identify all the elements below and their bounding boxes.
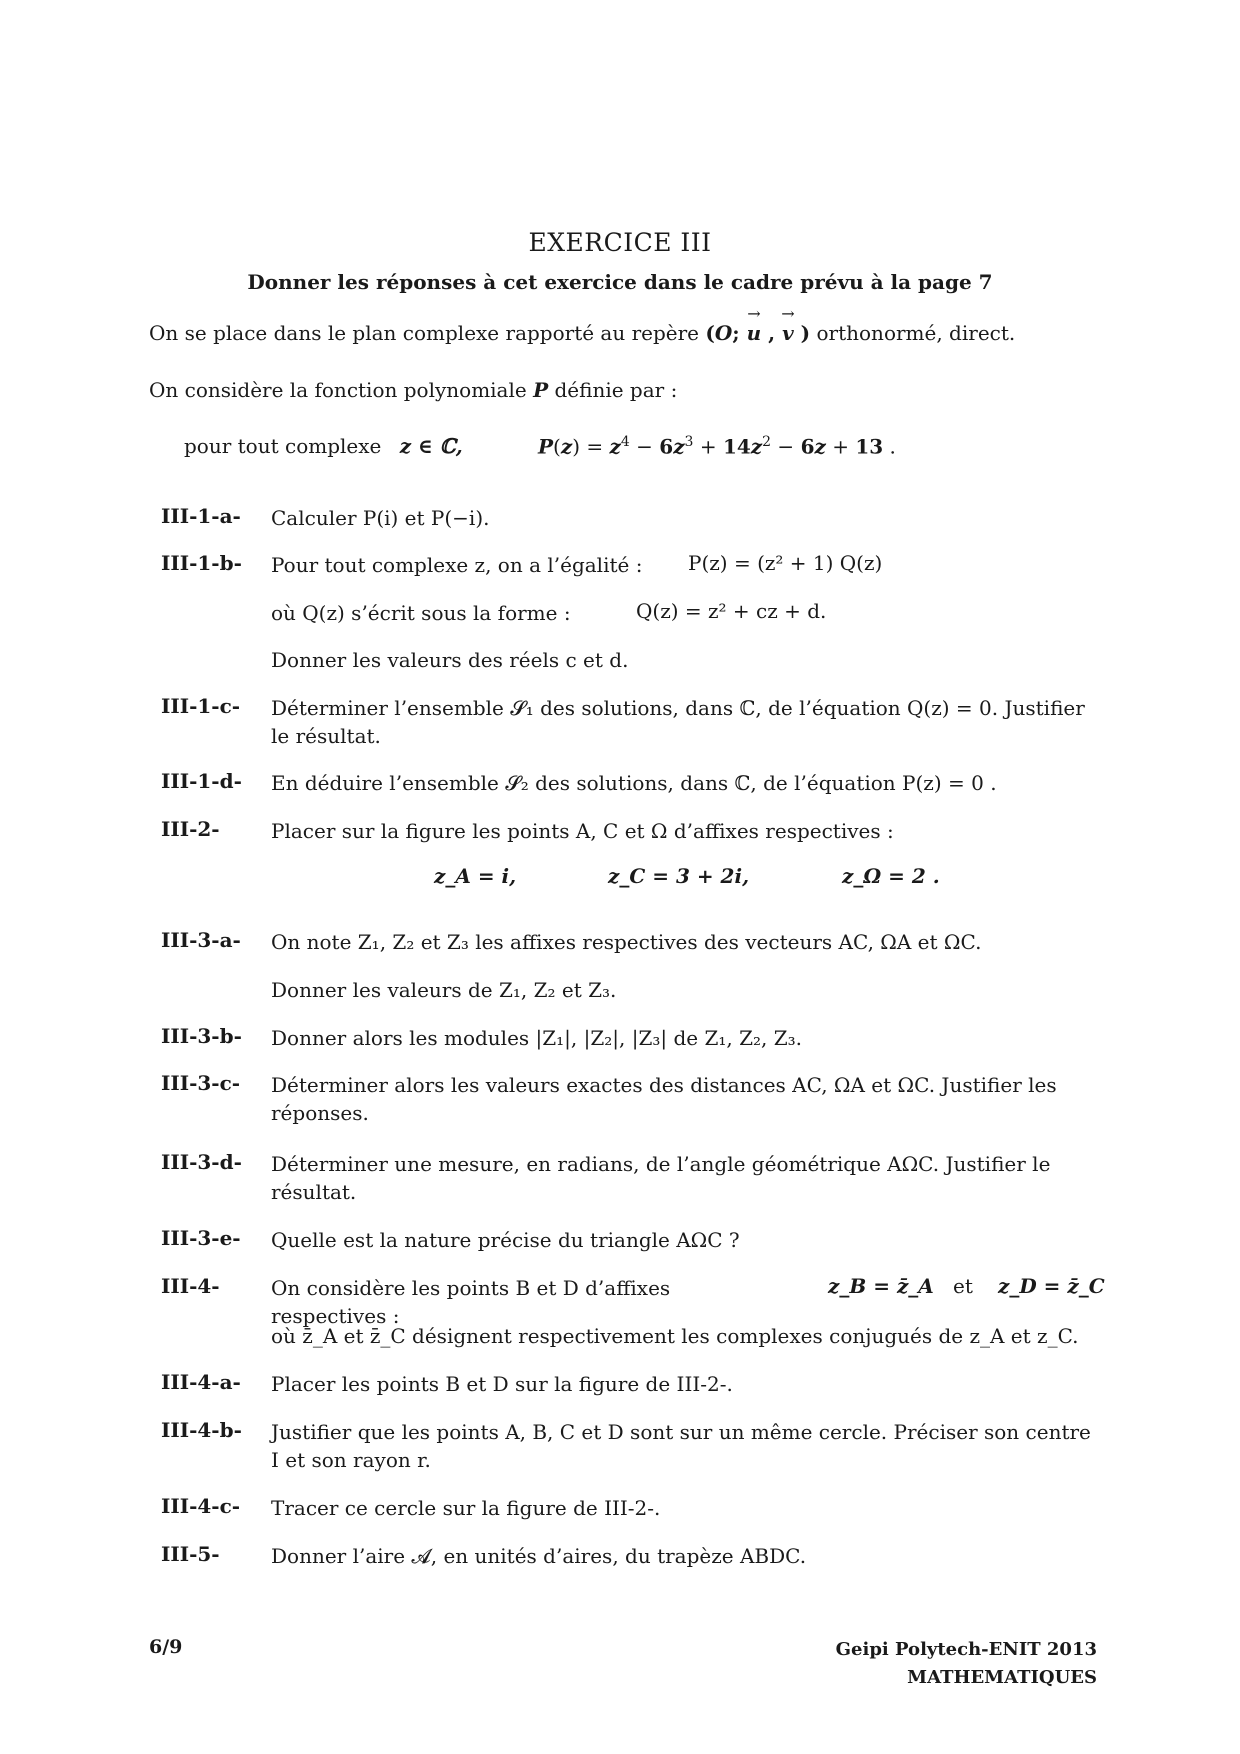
question-text: Donner l’aire 𝓐, en unités d’aires, du trapèze ABDC. (271, 1544, 807, 1568)
question-label: III-1-c- (161, 694, 241, 718)
question-label: III-1-b- (161, 551, 242, 575)
affix-b: z_B = z̄_A (828, 1274, 934, 1298)
question-text: Placer sur la figure les points A, C et Ω d’affixes respectives : (271, 819, 894, 843)
question-label: III-5- (161, 1542, 220, 1566)
question-text: Pour tout complexe z, on a l’égalité : (271, 553, 643, 577)
question-label: III-1-a- (161, 504, 241, 528)
question-label: III-3-d- (161, 1150, 242, 1174)
question-text: Tracer ce cercle sur la figure de III-2-. (271, 1496, 661, 1520)
question-text: où z̄_A et z̄_C désignent respectivement les complexes conjugués de z_A et z_C. (271, 1324, 1079, 1348)
question-text: On considère les points B et D d’affixes respectives : (271, 1276, 671, 1328)
question-text: Placer les points B et D sur la figure de III-2-. (271, 1372, 733, 1396)
footer-info (700, 1636, 1097, 1692)
affix-a: z_A = i, (434, 864, 517, 888)
intro-line-frame: On se place dans le plan complexe rapporté au repère (O; → u , → v ) orthonormé, direct. (149, 321, 1015, 345)
question-label: III-3-b- (161, 1024, 242, 1048)
intro-line-definition: pour tout complexe z ∈ ℂ, (184, 434, 463, 458)
question-text: On note Z₁, Z₂ et Z₃ les affixes respectives des vecteurs AC, ΩA et ΩC. (271, 930, 982, 954)
footer-exam: Geipi Polytech-ENIT 2013 (835, 1639, 1097, 1660)
affix-omega: z_Ω = 2 . (842, 864, 940, 888)
question-label: III-4-a- (161, 1370, 241, 1394)
question-text: Calculer P(i) et P(−i). (271, 506, 490, 530)
page-number: 6/9 (149, 1636, 183, 1658)
question-label: III-1-d- (161, 769, 242, 793)
question-label: III-4-b- (161, 1418, 242, 1442)
question-label: III-2- (161, 817, 220, 841)
and-word: et (953, 1274, 973, 1298)
question-text: Déterminer une mesure, en radians, de l’angle géométrique AΩC. Justifier le résultat. (271, 1152, 1051, 1204)
question-label: III-4-c- (161, 1494, 241, 1518)
question-text: Justifier que les points A, B, C et D sont sur un même cercle. Préciser son centre I et son rayon r. (271, 1420, 1091, 1472)
question-label: III-3-a- (161, 928, 241, 952)
question-text: Déterminer l’ensemble 𝓢₁ des solutions, dans ℂ, de l’équation Q(z) = 0. Justifier le résultat. (271, 696, 1085, 748)
intro-line-function: On considère la fonction polynomiale P définie par : (149, 378, 678, 402)
polynomial-definition: $P(z) = z^4 - 6z^3 + 14z^2 - 6z + 13$ . (538, 434, 896, 459)
q-form-equation: Q(z) = z² + cz + d. (636, 599, 827, 623)
factorization-equation: P(z) = (z² + 1) Q(z) (688, 551, 883, 575)
question-label: III-3-c- (161, 1071, 241, 1095)
question-text: où Q(z) s’écrit sous la forme : (271, 601, 571, 625)
affix-c: z_C = 3 + 2i, (608, 864, 750, 888)
exercise-instructions: Donner les réponses à cet exercice dans le cadre prévu à la page 7 (247, 270, 993, 294)
question-text: Quelle est la nature précise du triangle AΩC ? (271, 1228, 740, 1252)
question-text: Déterminer alors les valeurs exactes des distances AC, ΩA et ΩC. Justifier les réponses. (271, 1073, 1057, 1125)
affix-d: z_D = z̄_C (998, 1274, 1105, 1298)
question-text: En déduire l’ensemble 𝓢₂ des solutions, dans ℂ, de l’équation P(z) = 0 . (271, 771, 997, 795)
question-text: Donner alors les modules |Z₁|, |Z₂|, |Z₃| de Z₁, Z₂, Z₃. (271, 1026, 803, 1050)
question-text: Donner les valeurs de Z₁, Z₂ et Z₃. (271, 978, 617, 1002)
question-label: III-3-e- (161, 1226, 241, 1250)
exercise-title: EXERCICE III (528, 228, 712, 257)
footer-subject: MATHEMATIQUES (907, 1667, 1097, 1688)
question-text: Donner les valeurs des réels c et d. (271, 648, 629, 672)
question-label: III-4- (161, 1274, 220, 1298)
